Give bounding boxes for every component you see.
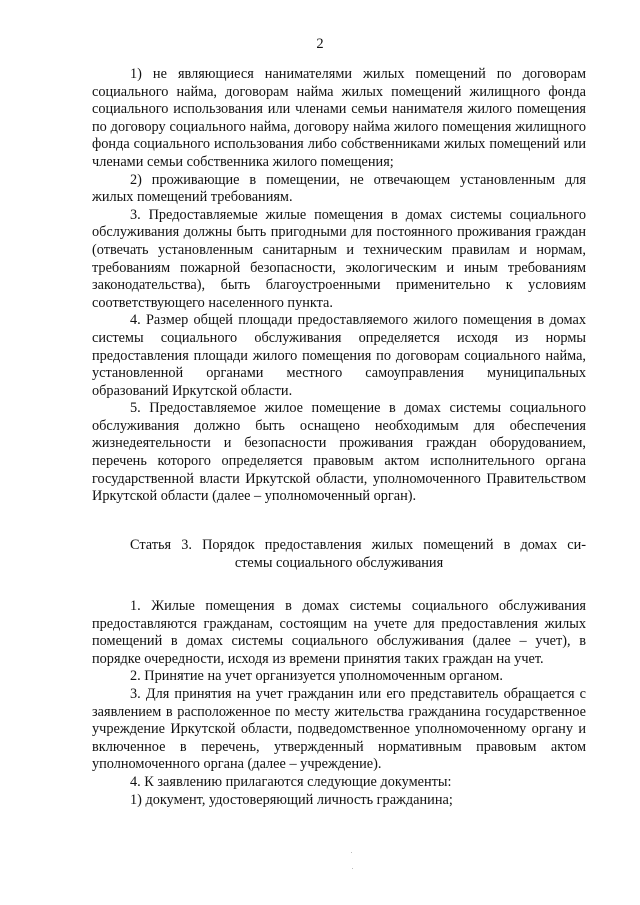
paragraph: 5. Предоставляемое жилое помещение в домах системы социального обслуживания должно быть оснащено необходимым для обеспечения жизнедеятельности и безопасности проживания граждан оборудованием, перечень которого определяется правовым актом исполнительного органа государственной власти Иркутской области, уполномоченного Правительством Иркутской области (далее – уполномоченный орган). (92, 400, 586, 505)
paragraph: 2) проживающие в помещении, не отвечающем установленным для жилых помещений требованиям. (92, 171, 586, 206)
page-number: 2 (316, 36, 324, 52)
paragraph: 3. Для принятия на учет гражданин или его представитель обращается с заявлением в расположенное по месту жительства гражданина государственное учреждение Иркутской области, подведомственное уполномоченному органу и включенное в перечень, утвержденный нормативным правовым актом уполномоченного органа (далее – учреждение). (92, 685, 586, 773)
article-heading-line: Статья 3. Порядок предоставления жилых помещений в домах си- (130, 537, 586, 553)
paragraph: 1. Жилые помещения в домах системы социального обслуживания предоставляются гражданам, состоящим на учете для предоставления жилых помещений в домах системы социального обслуживания (далее – учет), в порядке очередности, исходя из времени принятия таких граждан на учет. (92, 598, 586, 667)
paragraph: 4. Размер общей площади предоставляемого жилого помещения в домах системы социального обслуживания определяется исходя из нормы предоставления площади жилого помещения по договорам социального найма, установленной органами местного самоуправления муниципальных образований Иркутской области. (92, 312, 586, 399)
body-text-bottom (92, 598, 586, 809)
body-text-top (92, 66, 586, 506)
paragraph: 4. К заявлению прилагаются следующие документы: (130, 773, 452, 790)
paragraph: 3. Предоставляемые жилые помещения в домах системы социального обслуживания должны быть пригодными для постоянного проживания граждан (отвечать установленным санитарным и техническим правилам и нормам, требованиям пожарной безопасности, экологическим и иным требованиям законодательства), быть благоустроенными применительно к условиям соответствующего населенного пункта. (92, 206, 586, 311)
scan-speck (352, 868, 353, 869)
paragraph: 1) не являющиеся нанимателями жилых помещений по договорам социального найма, договорам найма жилых помещений жилищного фонда социального использования или членами семьи нанимателя жилого помещения по договору социального найма, договору найма жилого помещения жилищного фонда социального использования либо собственниками жилых помещений или членами семьи собственника жилого помещения; (92, 66, 586, 170)
article-heading (92, 537, 586, 572)
paragraph: 1) документ, удостоверяющий личность гражданина; (130, 791, 453, 808)
article-heading-line: стемы социального обслуживания (234, 554, 444, 571)
paragraph: 2. Принятие на учет организуется уполномоченным органом. (130, 668, 503, 685)
scan-speck (351, 852, 352, 853)
